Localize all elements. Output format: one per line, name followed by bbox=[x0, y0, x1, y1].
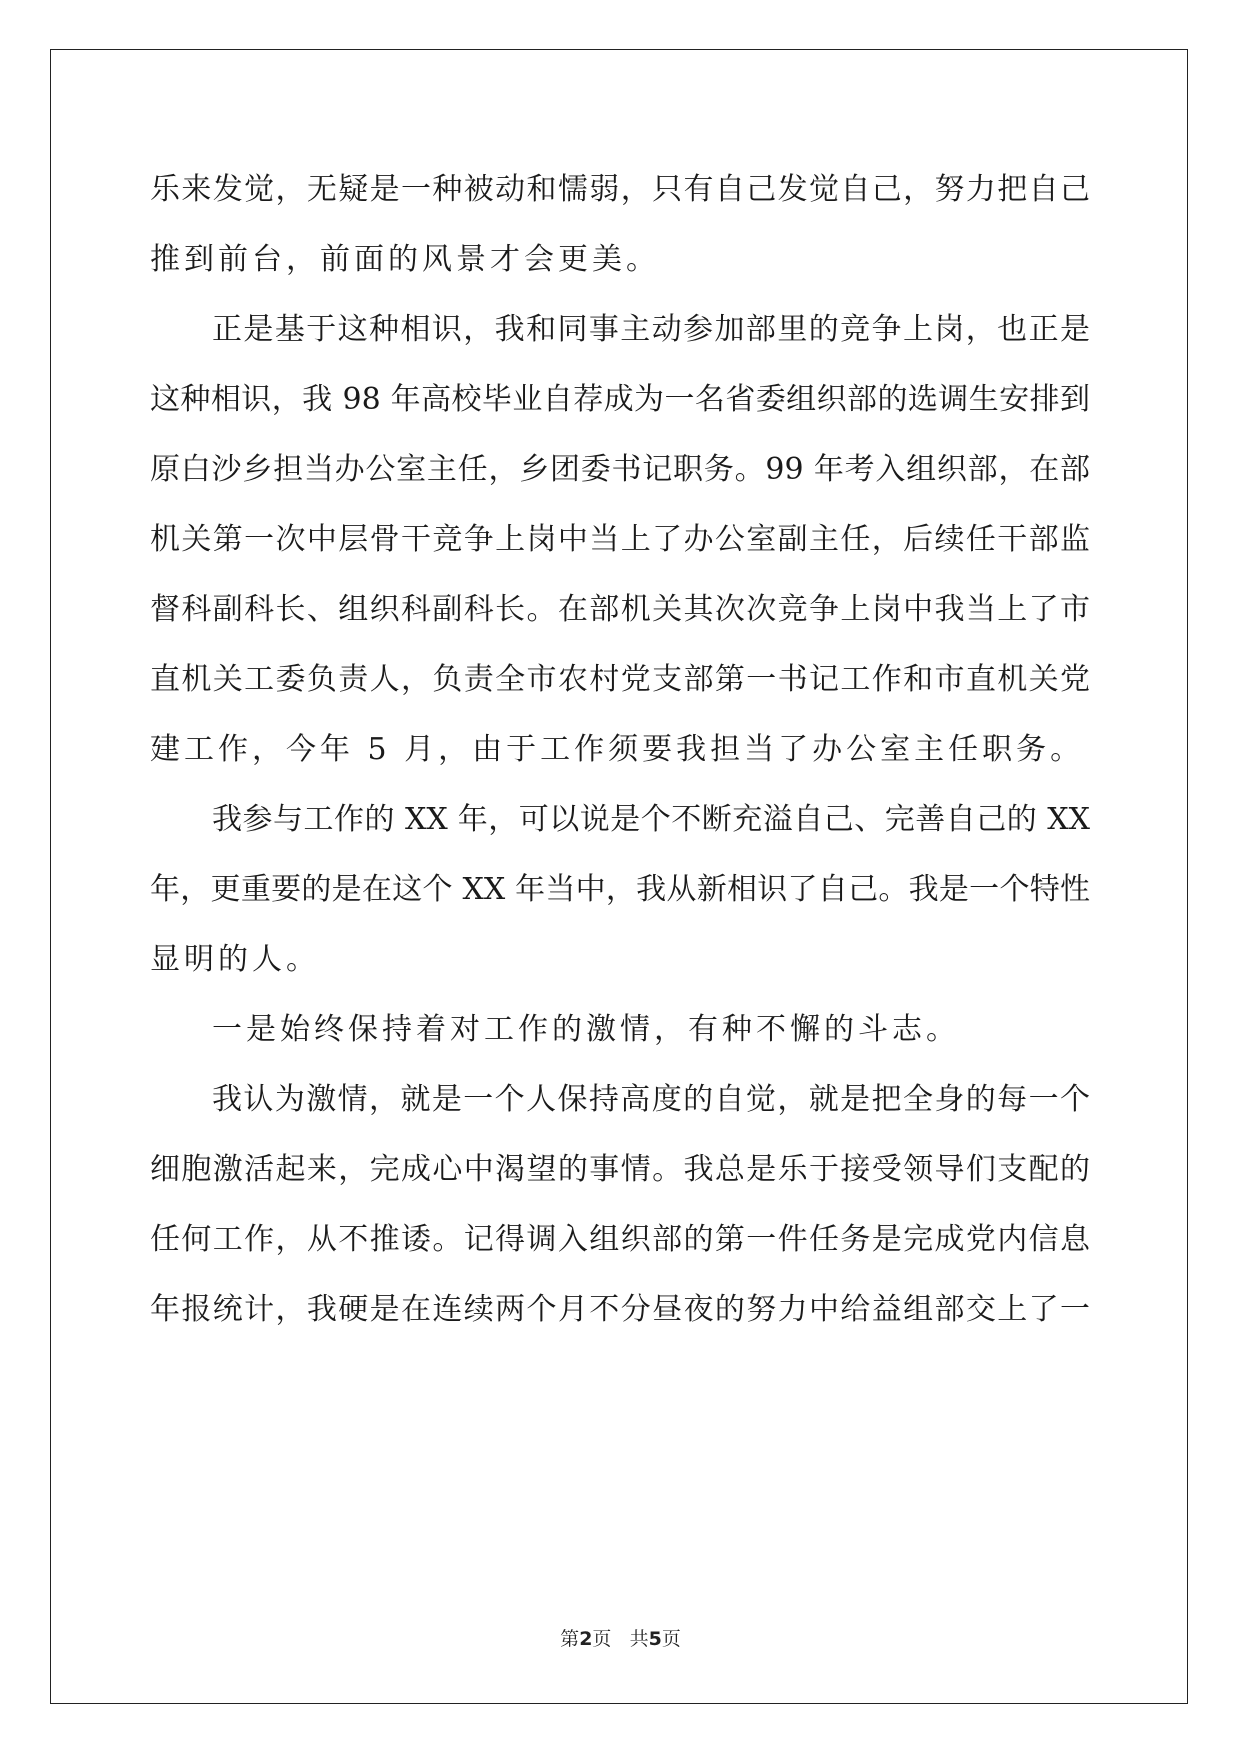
text-line bbox=[150, 785, 1090, 855]
text-line bbox=[150, 505, 1090, 575]
text-line-content: 这种相识，我 98 年高校毕业自荐成为一名省委组织部的选调生安排到 bbox=[150, 382, 1090, 417]
text-line bbox=[150, 1275, 1090, 1345]
total-page-number: 5 bbox=[648, 1628, 662, 1650]
text-line-content: 直机关工委负责人，负责全市农村党支部第一书记工作和市直机关党 bbox=[150, 662, 1090, 697]
text-line bbox=[150, 925, 1090, 995]
text-line bbox=[150, 1065, 1090, 1135]
text-line bbox=[150, 155, 1090, 225]
footer-page-suffix: 页 bbox=[592, 1628, 612, 1650]
footer-prefix: 第 bbox=[560, 1628, 580, 1650]
text-line bbox=[150, 435, 1090, 505]
text-line-content: 一是始终保持着对工作的激情，有种不懈的斗志。 bbox=[212, 1012, 960, 1047]
text-line bbox=[150, 575, 1090, 645]
text-line bbox=[150, 855, 1090, 925]
text-line bbox=[150, 995, 1090, 1065]
text-line-content: 显明的人。 bbox=[150, 942, 320, 977]
page-footer bbox=[0, 1624, 1241, 1651]
text-line-content: 督科副科长、组织科副科长。在部机关其次次竞争上岗中我当上了市 bbox=[150, 592, 1090, 627]
text-line bbox=[150, 295, 1090, 365]
text-line bbox=[150, 645, 1090, 715]
text-line bbox=[150, 1205, 1090, 1275]
text-line-content: 推到前台，前面的风景才会更美。 bbox=[150, 242, 660, 277]
text-line-content: 任何工作，从不推诿。记得调入组织部的第一件任务是完成党内信息 bbox=[150, 1222, 1090, 1257]
text-line-content: 我参与工作的 XX 年，可以说是个不断充溢自己、完善自己的 XX bbox=[212, 802, 1090, 837]
text-line-content: 建工作，今年 5 月，由于工作须要我担当了办公室主任职务。 bbox=[150, 732, 1085, 767]
footer-total-prefix: 共 bbox=[629, 1628, 649, 1650]
current-page-number: 2 bbox=[579, 1628, 593, 1650]
text-line-content: 机关第一次中层骨干竞争上岗中当上了办公室副主任，后续任干部监 bbox=[150, 522, 1090, 557]
text-line-content: 我认为激情，就是一个人保持高度的自觉，就是把全身的每一个 bbox=[212, 1082, 1090, 1117]
text-line-content: 细胞激活起来，完成心中渴望的事情。我总是乐于接受领导们支配的 bbox=[150, 1152, 1090, 1187]
text-line-content: 乐来发觉，无疑是一种被动和懦弱，只有自己发觉自己，努力把自己 bbox=[150, 172, 1090, 207]
text-line-content: 年报统计，我硬是在连续两个月不分昼夜的努力中给益组部交上了一 bbox=[150, 1292, 1090, 1327]
footer-total-suffix: 页 bbox=[661, 1628, 681, 1650]
text-line bbox=[150, 715, 1090, 785]
text-line bbox=[150, 365, 1090, 435]
text-line-content: 年，更重要的是在这个 XX 年当中，我从新相识了自己。我是一个特性 bbox=[150, 872, 1090, 907]
text-line bbox=[150, 225, 1090, 295]
text-line bbox=[150, 1135, 1090, 1205]
text-line-content: 正是基于这种相识，我和同事主动参加部里的竞争上岗，也正是 bbox=[212, 312, 1090, 347]
document-body bbox=[150, 155, 1090, 1345]
text-line-content: 原白沙乡担当办公室主任，乡团委书记职务。99 年考入组织部，在部 bbox=[150, 452, 1090, 487]
